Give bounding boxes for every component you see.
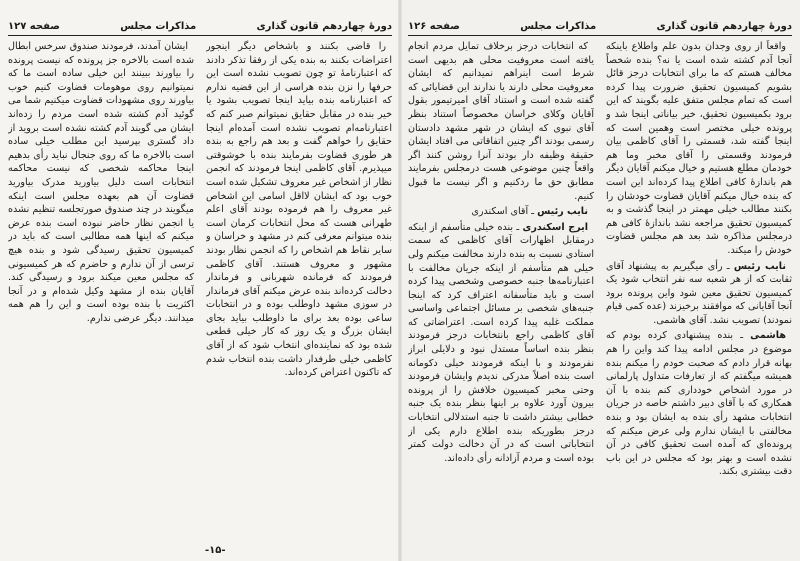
- speaker-name: ایرج اسکندری: [522, 221, 588, 233]
- paragraph: [8, 40, 194, 325]
- paragraph-text: واقعاً از روی وجدان بدون علم واطلاع باینکه آنجا آدم کشته شده است یا نه؟ بنده شخصاً مخالف هستم که ما برای انتخابات درجز قائل بشویم کمیسیون تحقیق ضرورت پیدا کرده است که تمام مجلس متفق علیه بگویند که این برود بکمیسیون تحقیق، خیر بیاناتی اینجا شد و پرونده خیلی مختصر است وهمین است که اینجا گفته شد، قسمتی را آقای کاظمی بیان فرمودند وقسمتی را آقای مخبر وما هم خودمان مطلع هستیم و خیال میکنم آقایان دیگر هم باندازهٔ کافی اطلاع پیدا کرده‌اند این است که بنده خیال میکنم آقایان قضاوت خودشان را بکنند مطالب خیلی مهمتر در اینجا گذشت و به کمیسیون تحقیق مراجعه نشد باندازهٔ کافی هم درمجلس مذاکره شد بعد هم مجلس قضاوت خودش را میکند.: [606, 41, 792, 256]
- paragraph-text: ایشان آمدند، فرمودند صندوق سرخس ابطال شده است بالاخره جز پرونده که نیست پرونده را بیاورند ببینند این خیلی ساده است ما که نمیتوانیم روی موهومات قضاوت کنیم خوب بیاورند روی مشهودات قضاوت میکنیم شما می گوئید آدم کشته شده است مردم را زده‌اند ایشان می گویند آدم کشته نشده است بروید از داد گستری بپرسید این مطلب خیلی ساده است بالاخره ما که روی جنجال نباید رأی بدهیم اینجا محاکمه شخصی که نیست محاکمه انتخابات است دلیل بیاورید مدرک بیاورید قضاوت آن هم بعهده مجلس است اینکه میگویند در چند صندوق صورتجلسه تنظیم نشده یا انجمن نظار حاضر نبوده است بنده عرض میکنم که اینها همه مطالبی است که باید در کمیسیون تحقیق رسیدگی شود و بنده هیچ ترسی از آن ندارم و حاضرم که هر کمیسیونی که مجلس معین میکند برود و رسیدگی کند. آقایان بنده از مشهد وکیل شده‌ام و در آنجا اکثریت با بنده بوده است و این را هم همه میدانند. دیگر عرضی ندارم.: [8, 41, 194, 324]
- paragraph: ایرج اسکندری ـ بنده خیلی متأسفم از اینکه درمقابل اظهارات آقای کاظمی که سمت استادی نسبت به بنده دارند مخالفت میکنم ولی خیلی هم متأسفم از اینکه جریان مخالفت با اعتبارنامه‌ها جنبه خصوصی وشخصی پیدا کرده است و باید متأسفانه اعتراف کرد که اینجا جنبه‌های شخصی بر مسائل اجتماعی واساسی مملکت غلبه پیدا کرده است. اعتراضاتی که آقای کاظمی راجع بانتخابات درجز فرمودند بنظر بنده اساساً مستدل نبود و دلایلی ابراز نفرمودند و با اینکه فرمودند خیلی دکومانه است بنده اصلاً مدرکی ندیدم وایشان فرمودند وحتی مخبر کمیسیون خلافش را از پرونده بیرون آورد علاوه بر اینها بنظر بنده یک جنبه خطابی بیشتر داشت تا جنبه استدلالی انتخابات درجز بطوریکه بنده اطلاع دارم یکی از انتخاباتی است که در آن دخالت دولت کمتر بوده است و مردم آزادانه رأی داده‌اند.: [408, 221, 594, 464]
- period-title: دورهٔ چهاردهم قانون گذاری: [256, 20, 392, 32]
- paragraph-text: را قاضی بکنند و باشخاص دیگر اینجور اعتراضات بکنند به بنده یکی از رفقا تذکر دادند که اعتبارنامهٔ تو چون تصویب نشده است این حرفها را نزن بنده هراسی از این قضیه ندارم که اعتبارنامه بنده بیاید اینجا تصویب بشود یا خیر بنده در مقابل حقایق نمیتوانم صبر کنم که اعتبارنامه‌ام تصویب نشده است آمده‌ام اینجا حقایق را خواهم گفت و بعد هم راجع به بنده هر طوری قضاوت بفرمایند بنده با خوشوقتی میپذیرم. آقای کاظمی اینجا فرمودند که انجمن نظار از اشخاص غیر معروف تشکیل شده است خوب بود که ایشان لااقل اسامی این اشخاص غیر معروف را هم فرموده بودند آقای اعلم طهرانی هست که محل انتخابات کرمان است بنده میتوانم معرفی کنم در مشهد و خراسان و سایر نقاط هم اشخاص را که انجمن نظار بودند مشهور و معروف هستند. آقای کاظمی فرمودند که فرمانده شهربانی و فرماندار دخالت کرده‌اند بنده عرض میکنم آقای فرماندار در سوزی مشهد داوطلب بوده و در انتخابات ساعی بوده بعد برای ما داوطلب بیاید بجای ایشان بزرگ و یک روز که کار خیلی قطعی شده بود که نماینده‌ای انتخاب شود که از آقای کاظمی خیلی طرفدار داشت بنده انتخاب شدم که تاکنون اعتراض کرده‌اند.: [206, 41, 392, 379]
- paragraph: هاشمی ـ بنده پیشنهادی کرده بودم که موضوع در مجلس ادامه پیدا کند واین را هم بهانه قرار دادم که صحبت خودم را میکنم بنده همیشه میگفتم که از تعارفات متداول پارلمانی در مورد اشخاص خودداری کنم بنده با آن همکاری که با آقای دبیر داشتم خاصه در جریان انتخابات مشهد رأی بنده به ایشان بود و بنده مخالفتی با ایشان ندارم ولی عرض میکنم که پرونده‌ای که آمده است تحقیق کافی در آن نشده است و بهتر بود که مجلس در این باب دقت بیشتری بکند.: [606, 330, 792, 478]
- speaker-name: هاشمی: [750, 330, 786, 342]
- paragraph-text: که انتخابات درجز برخلاف تمایل مردم انجام یافته است معروفیت محلی هم بدیهی است شرط است اینراهم نمیدانیم که ایشان معروفیت محلی دارند یا ندارند این قضایائی که گفته شده است و استناد آقای امیرتیمور بقول آقایان وکلای خراسان مخصوصاً استناد بنظر آقای نبوی که ایشان در شهر مشهد دادستان رسمی بودند اگر چنین اتفاقاتی می افتاد ایشان حقیقة وظیفه دار بودند آنرا روشن کنند اگر واقعاً چنین موضوعی هست درمجلس بفرمایند مطابق حق ما ردکنیم و اگر نیست ما قبول کنیم.: [408, 41, 594, 202]
- speaker-name: نایب رئیس: [733, 260, 786, 272]
- paragraph: [206, 40, 392, 380]
- right-page: [400, 0, 800, 561]
- paragraph-text: رأی میگیریم به پیشنهاد آقای ثقابت که از هر شعبه سه نفر انتخاب شود یک کمیسیون تحقیق معین شود واین پرونده برود آنجا آقایانی که موافقند برخیزند (عده کمی قیام نمودند) تصویب نشد. آقای هاشمی.: [606, 260, 792, 326]
- paragraph-text: بنده پیشنهادی کرده بودم که موضوع در مجلس ادامه پیدا کند واین را هم بهانه قرار دادم که صحبت خودم را میکنم بنده همیشه میگفتم که از تعارفات متداول پارلمانی در مورد اشخاص خودداری کنم بنده با آن همکاری که با آقای دبیر داشتم خاصه در جریان انتخابات مشهد رأی بنده به ایشان بود و بنده مخالفتی با ایشان ندارم ولی عرض میکنم که پرونده‌ای که آمده است تحقیق کافی در آن نشده است و بهتر بود که مجلس در این باب دقت بیشتری بکند.: [606, 330, 792, 478]
- running-title: مذاکرات مجلس: [520, 20, 597, 32]
- page-header: [8, 18, 392, 34]
- page-header: [408, 18, 792, 34]
- paragraph-text: آقای اسکندری: [471, 206, 529, 218]
- header-rule: [8, 35, 392, 36]
- page-number: صفحه ۱۲۶: [408, 20, 460, 32]
- text-column-left: [408, 40, 594, 545]
- text-column-left: [8, 40, 194, 545]
- paragraph: [606, 40, 792, 258]
- text-column-right: [606, 40, 792, 545]
- page-footer-number: -۱۵-: [205, 545, 226, 556]
- book-gutter: [398, 0, 402, 561]
- paragraph: نایب رئیس ـ آقای اسکندری: [471, 206, 588, 218]
- page-number: صفحه ۱۲۷: [8, 20, 60, 32]
- period-title: دورهٔ چهاردهم قانون گذاری: [656, 20, 792, 32]
- speaker-name: نایب رئیس: [537, 206, 588, 218]
- text-column-right: [206, 40, 392, 545]
- header-rule: [408, 35, 792, 36]
- running-title: مذاکرات مجلس: [120, 20, 197, 32]
- paragraph: [408, 40, 594, 203]
- paragraph-text: بنده خیلی متأسفم از اینکه درمقابل اظهارات آقای کاظمی که سمت استادی نسبت به بنده دارند مخالفت میکنم ولی خیلی هم متأسفم از اینکه جریان مخالفت با اعتبارنامه‌ها جنبه خصوصی وشخصی پیدا کرده است و باید متأسفانه اعتراف کرد که اینجا جنبه‌های شخصی بر مسائل اجتماعی واساسی مملکت غلبه پیدا کرده است. اعتراضاتی که آقای کاظمی راجع بانتخابات درجز فرمودند بنظر بنده اساساً مستدل نبود و دلایلی ابراز نفرمودند و با اینکه فرمودند خیلی دکومانه است بنده اصلاً مدرکی ندیدم وایشان فرمودند وحتی مخبر کمیسیون خلافش را از پرونده بیرون آورد علاوه بر اینها بنظر بنده یک جنبه خطابی بیشتر داشت تا جنبه استدلالی انتخابات درجز بطوریکه بنده اطلاع دارم یکی از انتخاباتی است که در آن دخالت دولت کمتر بوده است و مردم آزادانه رأی داده‌اند.: [408, 221, 594, 464]
- paragraph: نایب رئیس ـ رأی میگیریم به پیشنهاد آقای ثقابت که از هر شعبه سه نفر انتخاب شود یک کمیسیون تحقیق معین شود واین پرونده برود آنجا آقایانی که موافقند برخیزند (عده کمی قیام نمودند) تصویب نشد. آقای هاشمی.: [606, 260, 792, 326]
